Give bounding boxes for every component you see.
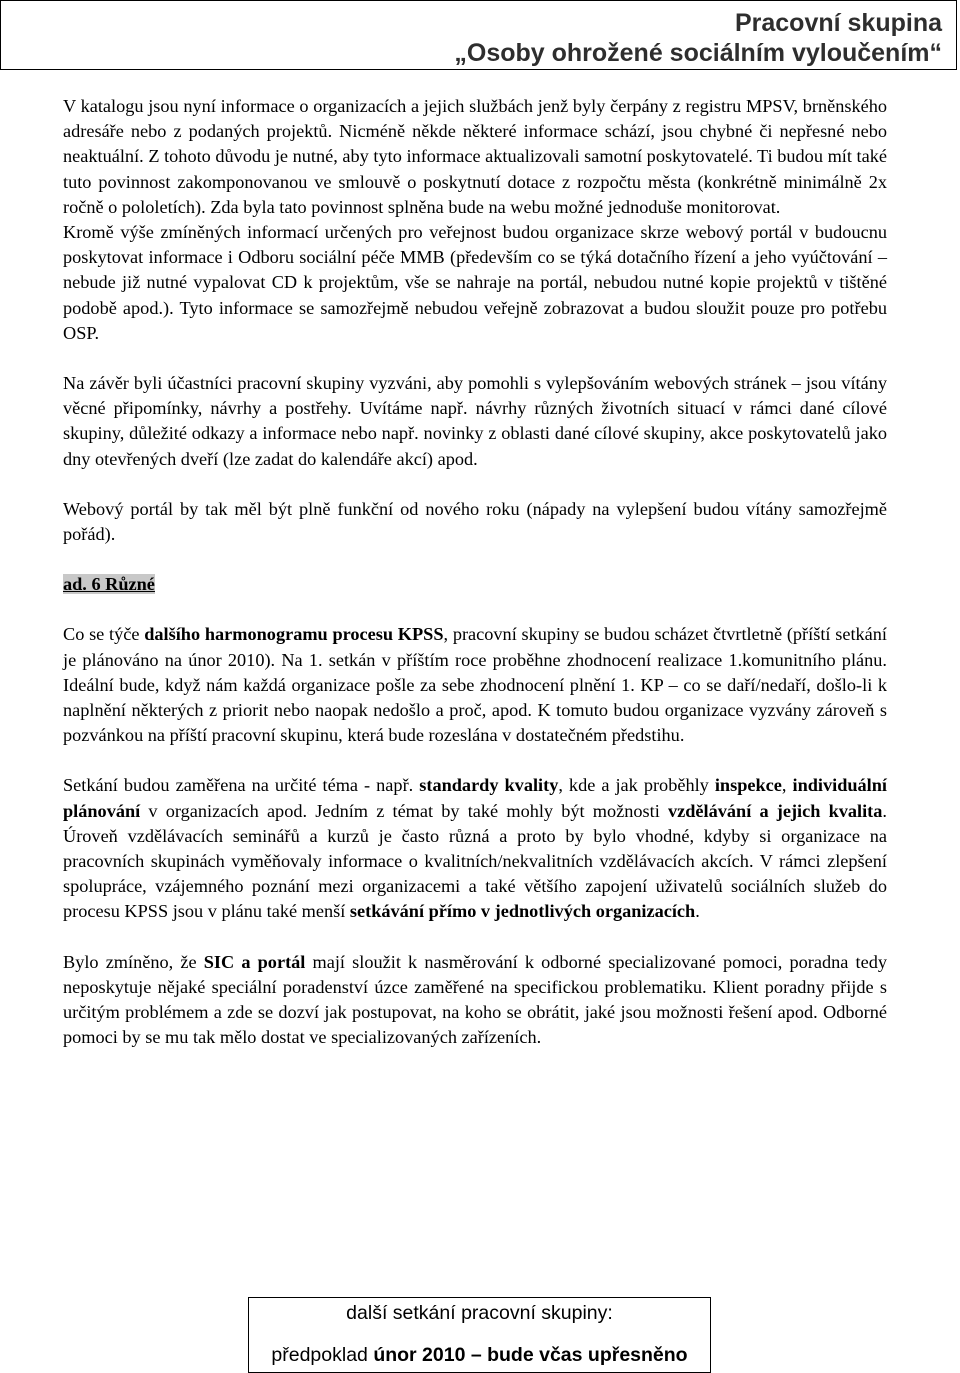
next-meeting-label: další setkání pracovní skupiny: xyxy=(346,1302,613,1324)
header-title-line2: „Osoby ohrožené sociálním vyloučením“ xyxy=(454,39,942,67)
bold-run: inspekce xyxy=(714,775,782,796)
section-heading-text: ad. 6 Různé xyxy=(63,574,155,595)
header-title-line1: Pracovní skupina xyxy=(734,9,942,37)
text-run: předpoklad xyxy=(271,1344,374,1366)
bold-run: dalšího harmonogramu procesu KPSS xyxy=(144,624,444,645)
bold-run: individuální plánování xyxy=(63,775,887,821)
page-header xyxy=(0,0,957,70)
text-run: , kde a jak proběhly xyxy=(558,775,715,796)
section-heading xyxy=(63,572,887,597)
paragraph-feedback: Na závěr byli účastníci pracovní skupiny vyzváni, aby pomohli s vylepšováním webových stránek – jsou vítány věcné připomínky, návrhy a postřehy. Uvítáme např. návrhy různých životních situací v rámci dané cílové skupiny, důležité odkazy a informace nebo např. novinky z oblasti dané cílové skupiny, akce poskytovatelů jako dny otevřených dveří (lze zadat do kalendáře akcí) apod. xyxy=(63,373,887,469)
text-run: v organizacích apod. Jedním z témat by také mohly být možnosti xyxy=(140,800,668,821)
text-run: Co se týče xyxy=(63,624,145,645)
text-run: , xyxy=(781,775,793,796)
next-meeting-box xyxy=(248,1297,711,1373)
text-run: Setkání budou zaměřena na určité téma - např. xyxy=(63,775,420,796)
paragraph-catalog: V katalogu jsou nyní informace o organizacích a jejich službách jenž byly čerpány z registru MPSV, brněnského adresáře nebo z podaných projektů. Nicméně někde některé informace schází, jsou chybné či nepřesné nebo neaktuální. Z tohoto důvodu je nutné, aby tyto informace aktualizovali samotní poskytovatelé. Ti budou mít také tuto povinnost zakomponovanou ve smlouvě o poskytnutí dotace z rozpočtu města (konkrétně minimálně 2x ročně o pololetích). Zda byla tato povinnost splněna bude na webu možné jednoduše monitorovat. xyxy=(63,96,887,217)
text-run: Bylo zmíněno, že xyxy=(63,951,204,972)
paragraph-meeting-topics xyxy=(63,773,887,924)
bold-run: SIC a portál xyxy=(203,951,306,972)
document-body xyxy=(63,94,887,1051)
paragraph-harmonogram xyxy=(63,622,887,748)
text-run: mají sloužit k nasměrování k odborné specializované pomoci, poradna tedy neposkytuje nějaké speciální poradenství úzce zaměřené na specifickou problematiku. Klient poradny přijde s určitým problémem a zde se dozví jak postupovat, na koho se obrátit, jaké jsou možnosti řešení apod. Odborné pomoci by se mu tak mělo dostat ve specializovaných zařízeních. xyxy=(63,951,887,1048)
bold-run: únor 2010 – bude včas upřesněno xyxy=(373,1344,688,1366)
bold-run: vzdělávání a jejich kvalita xyxy=(667,800,883,821)
text-run: . xyxy=(695,901,700,922)
text-run: , pracovní skupiny se budou scházet čtvrtletně (příští setkání je plánováno na únor 2010). Na 1. setkán v příštím roce proběhne zhodnocení realizace 1.komunitního plánu. Ideální bude, když nám každá organizace pošle za sebe zhodnocení plnění 1. KP – co se daří/nedaří, došlo-li k naplnění některých z priorit nebo naopak nedošlo a proč, apod. K tomuto budou organizace vyzvány zároveň s pozvánkou na příští pracovní skupinu, která bude rozeslána v dostatečném předstihu. xyxy=(63,624,887,746)
next-meeting-date xyxy=(249,1344,710,1367)
text-run: . Úroveň vzdělávacích seminářů a kurzů je často různá a proto by bylo vhodné, kdyby si organizace na pracovních skupinách vyměňovaly informace o kvalitních/nekvalitních vzdělávacích akcích. V rámci zlepšení spolupráce, vzájemného poznání mezi organizacemi a také většího zapojení uživatelů sociálních služeb do procesu KPSS jsou v plánu také menší xyxy=(63,800,887,922)
paragraph-sic-portal xyxy=(63,950,887,1051)
bold-run: standardy kvality xyxy=(419,775,559,796)
paragraph-portal-launch: Webový portál by tak měl být plně funkční od nového roku (nápady na vylepšení budou vítány samozřejmě pořád). xyxy=(63,498,887,545)
bold-run: setkávání přímo v jednotlivých organizacích xyxy=(349,901,696,922)
paragraph-portal-info: Kromě výše zmíněných informací určených pro veřejnost budou organizace skrze webový portál v budoucnu poskytovat informace i Odboru sociální péče MMB (především co se týká dotačního řízení a jeho vyúčtování – nebude již nutné vypalovat CD k projektům, vše se nahraje na portál, nebudou nutné kopie projektů v tištěné podobě apod.). Tyto informace se samozřejmě nebudou veřejně zobrazovat a budou sloužit pouze pro potřebu OSP. xyxy=(63,222,887,343)
